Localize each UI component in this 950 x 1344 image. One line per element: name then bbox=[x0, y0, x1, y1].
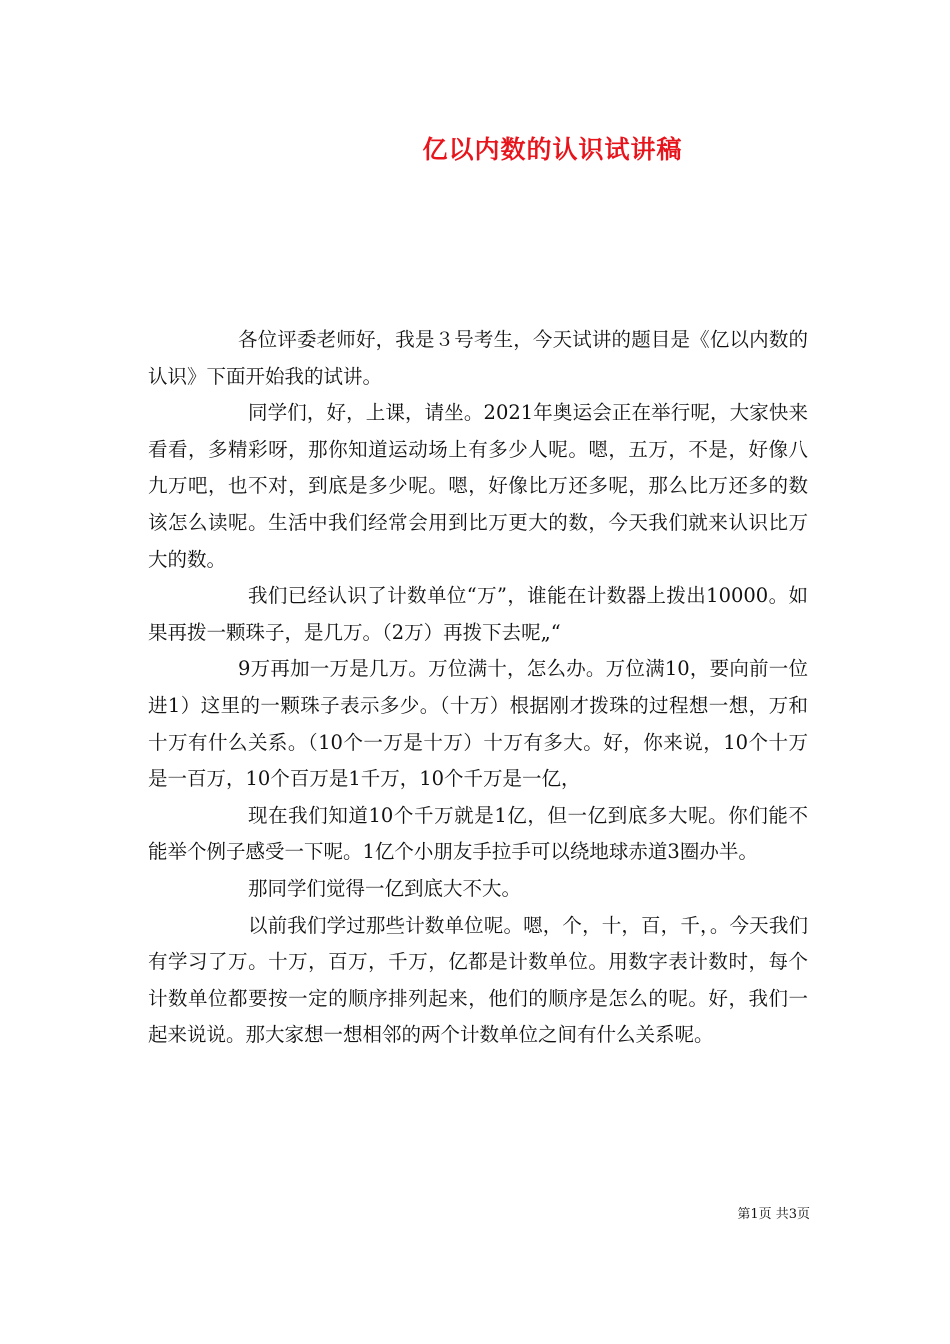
paragraph-intro: 各位评委老师好，我是３号考生，今天试讲的题目是《亿以内数的认识》下面开始我的试讲。 bbox=[148, 328, 808, 388]
document-title: 亿以内数的认识试讲稿 bbox=[422, 135, 683, 164]
paragraph-counting-unit: 我们已经认识了计数单位“万”，谁能在计数器上拨出10000。如果再拨一颗珠子，是几万。（2万）再拨下去呢„“ bbox=[148, 584, 808, 644]
paragraph-one-hundred-million: 现在我们知道10个千万就是1亿，但一亿到底多大呢。你们能不能举个例子感受一下呢。1亿个小朋友手拉手可以绕地球赤道3圈办半。 bbox=[148, 803, 808, 864]
page-number-footer: 第1页 共3页 bbox=[737, 1207, 810, 1222]
document-body bbox=[148, 322, 808, 1054]
paragraph-question: 那同学们觉得一亿到底大不大。 bbox=[248, 876, 522, 900]
paragraph-olympics: 同学们，好，上课，请坐。2021年奥运会正在举行呢，大家快来看看，多精彩呀，那你知道运动场上有多少人呢。嗯，五万，不是，好像八九万吧，也不对，到底是多少呢。嗯，好像比万还多呢，那么比万还多的数该怎么读呢。生活中我们经常会用到比万更大的数，今天我们就来认识比万大的数。 bbox=[148, 401, 808, 571]
paragraph-place-values: 9万再加一万是几万。万位满十，怎么办。万位满10，要向前一位进1）这里的一颗珠子表示多少。（十万）根据刚才拨珠的过程想一想，万和十万有什么关系。（10个一万是十万）十万有多大。好，你来说，10个十万是一百万，10个百万是1千万，10个千万是一亿， bbox=[148, 657, 808, 791]
paragraph-counting-units-order: 以前我们学过那些计数单位呢。嗯，个，十，百，千，。今天我们有学习了万。十万，百万，千万，亿都是计数单位。用数字表计数时，每个计数单位都要按一定的顺序排列起来，他们的顺序是怎么的呢。好，我们一起来说说。那大家想一想相邻的两个计数单位之间有什么关系呢。 bbox=[148, 913, 808, 1047]
